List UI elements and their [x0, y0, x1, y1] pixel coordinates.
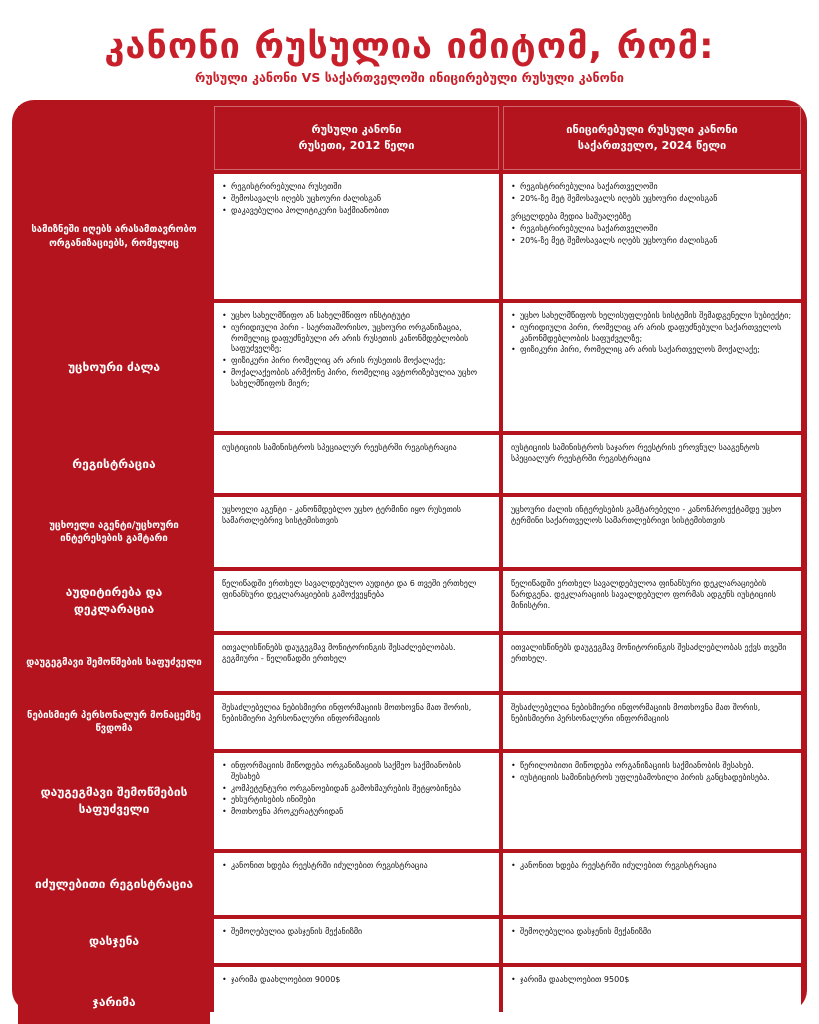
georgia-cell	[503, 967, 801, 1024]
column-header-subtitle: საქართველო, 2024 წელი	[577, 139, 727, 152]
georgia-cell: ითვალისწინებს დაუგეგმავ მონიტორინგის შესაძლებლობას ექვს თვეში ერთხელ.	[503, 635, 801, 691]
list-item: • უცხო სახელმწიფო ან სახელმწიფო ინსტიტუტი	[222, 311, 491, 322]
list-item: • ფიზიკური პირი, რომელიც არ არის საქართველოს მოქალაქე;	[511, 345, 793, 356]
row-label: ჯარიმა	[18, 967, 210, 1024]
row-label: აუდიტირება და დეკლარაცია	[18, 571, 210, 631]
list-item: • შემოღებულია დასჯენის მექანიზმი	[511, 927, 793, 938]
comparison-table-frame	[12, 100, 807, 1012]
russia-cell	[214, 753, 499, 849]
list-item: • 20%-ზე მეტ შემოსავალს იღებს უცხოური ძალისგან	[511, 236, 793, 247]
list-item: • ფიზიკური პირი რომელიც არ არის რუსეთის მოქალაქე;	[222, 356, 491, 367]
list-item: • წერილობითი მიწოდება ორგანიზაციის საქმიანობის შესახებ.	[511, 761, 793, 772]
column-header-subtitle: რუსეთი, 2012 წელი	[298, 139, 415, 152]
russia-cell	[214, 853, 499, 915]
row-label: დაუგეგმავი შემოწმების საფუძველი	[18, 635, 210, 691]
list-item: • ჯარიმა დაახლოებით 9000$	[222, 975, 491, 986]
russia-cell	[214, 919, 499, 963]
row-label: იძულებითი რეგისტრაცია	[18, 853, 210, 915]
list-item: • მოქალაქეობის არმქონე პირი, რომელიც ავტორიზებულია უცხო სახელმწიფოს მიერ;	[222, 368, 491, 390]
russia-cell: იუსტიციის სამინისტროს სპეციალურ რეესტრში რეგისტრაცია	[214, 435, 499, 493]
column-header-russia	[214, 106, 499, 170]
list-item: • კანონით ხდება რეესტრში იძულებით რეგისტრაცია	[511, 861, 793, 872]
row-label: ნებისმიერ პერსონალურ მონაცემზე წვდომა	[18, 695, 210, 749]
georgia-cell: წელიწადში ერთხელ სავალდებულოა ფინანსური დეკლარაციების წარდგენა. დეკლარაციის სავალდებულო ფორმას ადგენს იუსტიციის მინისტრი.	[503, 571, 801, 631]
list-item: • იუსტიციის სამინისტროს უფლებამოსილი პირის განცხადებისება.	[511, 773, 793, 784]
list-item: • შემოსავალს იღებს უცხოური ძალისგან	[222, 194, 491, 205]
column-header-georgia	[503, 106, 801, 170]
cell-note: ვრცელდება მედია საშუალებზე	[511, 211, 631, 221]
georgia-cell	[503, 174, 801, 299]
georgia-cell	[503, 853, 801, 915]
russia-cell	[214, 174, 499, 299]
georgia-cell: შესაძლებელია ნებისმიერი ინფორმაციის მოთხოვნა მათ შორის, ნებისმიერი პერსონალური ინფორმაციის	[503, 695, 801, 749]
list-item: • რეგისტრირებულია რუსეთში	[222, 182, 491, 193]
list-item: • რეგისტრირებულია საქართველოში	[511, 182, 793, 193]
georgia-cell: უცხოური ძალის ინტერესების გამტარებელი - კანონპროექტამდე უცხო ტერმინი საქართველოს სამართლებრივი სისტემისთვის	[503, 497, 801, 567]
georgia-cell	[503, 303, 801, 431]
list-item: • იურიდიული პირი, რომელიც არ არის დაფუძნებული საქართველოს კანონმდებლობის საფუძველზე;	[511, 323, 793, 345]
row-label: უცხოელი აგენტი/უცხოური ინტერესების გამტარი	[18, 497, 210, 567]
russia-cell: ითვალისწინებს დაუგეგმავ მონიტორინგის შესაძლებლობას. გეგმიური - წელიწადში ერთხელ	[214, 635, 499, 691]
russia-cell	[214, 303, 499, 431]
list-item: • ჯარიმა დაახლოებით 9500$	[511, 975, 793, 986]
list-item: • რეგისტრირებულია საქართველოში	[511, 224, 793, 235]
list-item: • ინფორმაციის მიწოდება ორგანიზაციის საქმეო საქმიანობის შესახებ	[222, 761, 491, 783]
russia-cell: შესაძლებელია ნებისმიერი ინფორმაციის მოთხოვნა მათ შორის, ნებისმიერი პერსონალური ინფორმაციის	[214, 695, 499, 749]
russia-cell	[214, 967, 499, 1024]
row-label: დასჯენა	[18, 919, 210, 963]
russia-cell: წელიწადში ერთხელ სავალდებულო აუდიტი და 6 თვეში ერთხელ ფინანსური დეკლარაციების გამოქვეყნება	[214, 571, 499, 631]
list-item: • იურიდიული პირი - საერთაშორისო, უცხოური ორგანიზაცია, რომელიც დაფუძნებული არ არის რუსეთის კანონმდებლობის საფუძველზე;	[222, 323, 491, 355]
column-header-title: ინიცირებული რუსული კანონი	[566, 123, 738, 137]
table-corner	[18, 106, 210, 170]
row-label: უცხოური ძალა	[18, 303, 210, 431]
list-item: • დაკავებულია პოლიტიკური საქმიანობით	[222, 206, 491, 217]
page-subtitle: რუსული კანონი VS საქართველოში ინიცირებული რუსული კანონი	[195, 70, 624, 85]
row-label: რეგისტრაცია	[18, 435, 210, 493]
list-item: • უცხო სახელმწიფოს ხელისუფლების სისტემის შემადგენელი სუბიექტი;	[511, 311, 793, 322]
list-item: • კომპეტენტური ორგანოებიდან გამოხმაურების შეტყობინება	[222, 784, 491, 795]
comparison-table	[18, 106, 801, 1009]
georgia-cell	[503, 919, 801, 963]
row-label: დაუგეგმავი შემოწმების საფუძველი	[18, 753, 210, 849]
russia-cell: უცხოელი აგენტი - კანონმდებლო უცხო ტერმინი იყო რუსეთის სამართლებრივ სისტემისთვის	[214, 497, 499, 567]
list-item: • მოთხოვნა პროკურატურიდან	[222, 807, 491, 818]
column-header-title: რუსული კანონი	[311, 123, 402, 137]
list-item: • შემოღებულია დასჯენის მექანიზმი	[222, 927, 491, 938]
row-label: სამიზნეში იღებს არასამთავრობო ორგანიზაციებს, რომელიც	[18, 174, 210, 299]
page-title: კანონი რუსულია იმიტომ, რომ:	[104, 26, 715, 67]
list-item: • 20%-ზე მეტ შემოსავალს იღებს უცხოური ძალისგან	[511, 194, 793, 205]
list-item: • ეხსურტისების ინიშები	[222, 795, 491, 806]
list-item: • კანონით ხდება რეესტრში იძულებით რეგისტრაცია	[222, 861, 491, 872]
georgia-cell	[503, 753, 801, 849]
georgia-cell: იუსტიციის სამინისტროს საჯარო რეესტრის ეროვნულ სააგენტოს სპეციალურ რეესტრში რეგისტრაცია	[503, 435, 801, 493]
